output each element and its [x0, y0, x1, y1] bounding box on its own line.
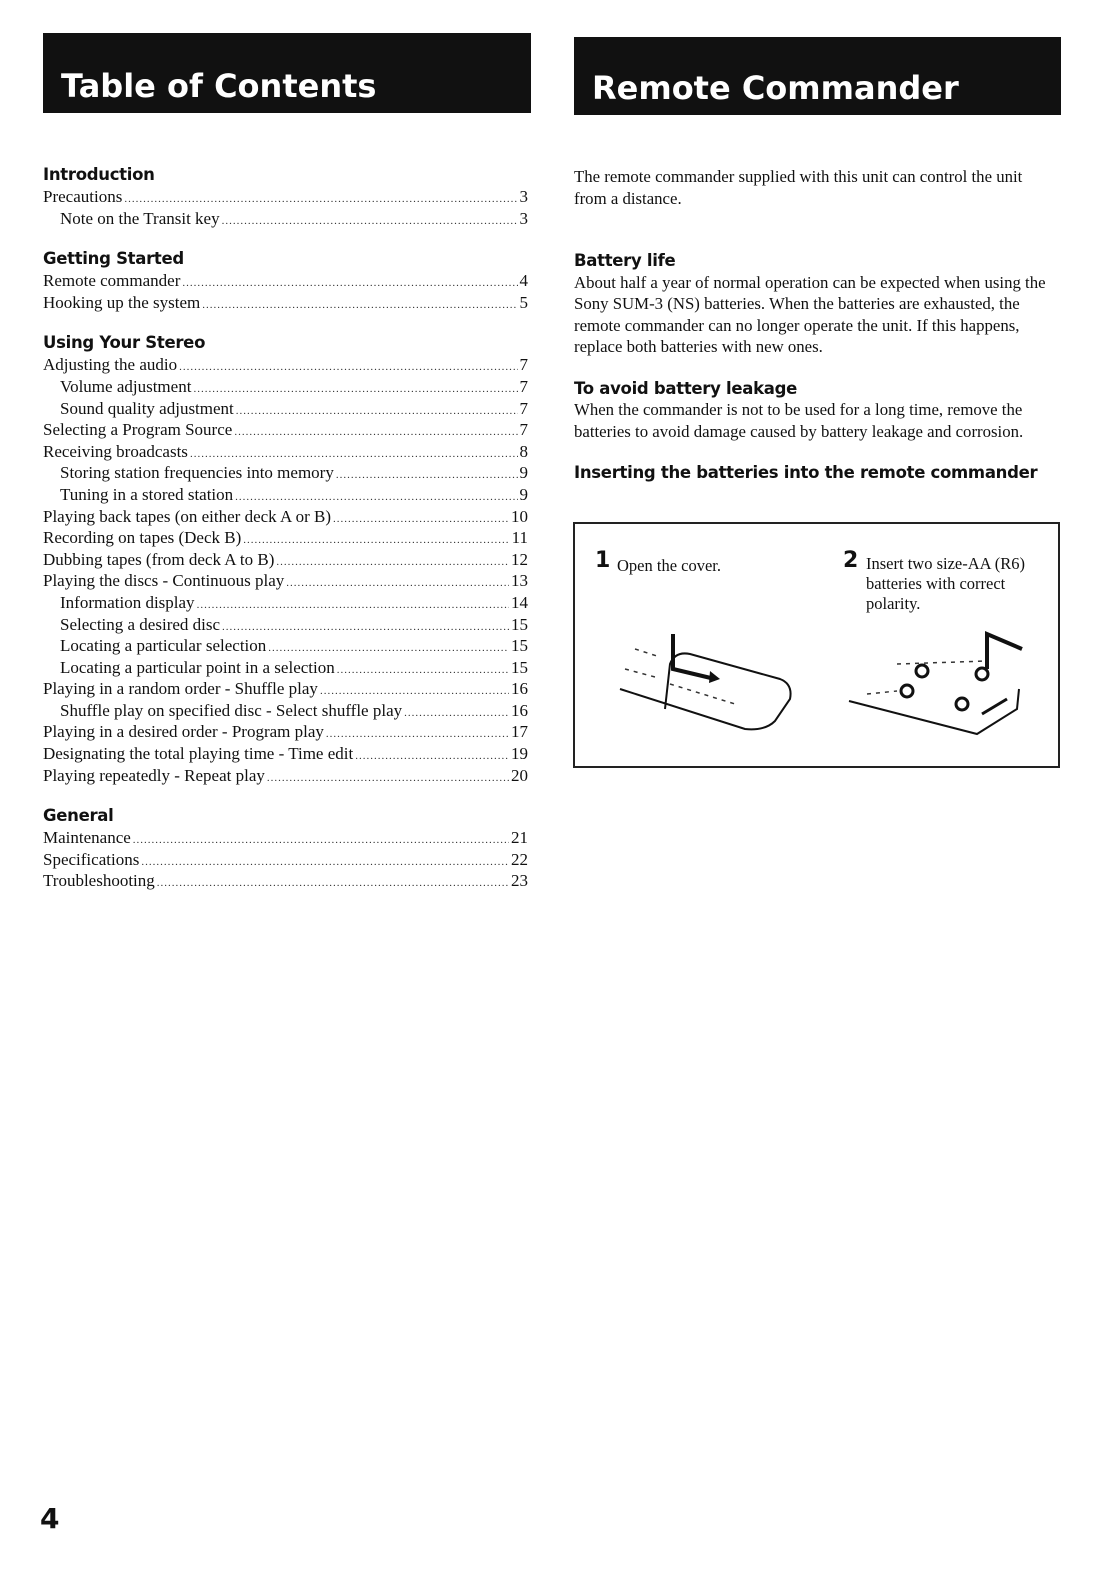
dot-leader [141, 852, 509, 874]
toc-entry-page: 9 [519, 463, 528, 483]
toc-entry-page: 5 [519, 292, 528, 312]
toc-entry-page: 7 [519, 355, 528, 375]
toc-entry-page: 14 [511, 592, 528, 612]
dot-leader [234, 422, 517, 444]
toc-entry-label: Troubleshooting [43, 871, 155, 891]
toc-entry-page: 17 [511, 722, 528, 742]
toc-entry[interactable] [43, 678, 528, 700]
toc-entry-label: Playing back tapes (on either deck A or B) [43, 506, 331, 526]
toc-entry[interactable] [43, 592, 528, 614]
toc-entry[interactable] [43, 462, 528, 484]
toc-entry-label: Receiving broadcasts [43, 441, 188, 461]
toc-section [43, 248, 528, 313]
leakage-text: When the commander is not to be used for a long time, remove the batteries to avoid damage caused by battery leakage and corrosion. [574, 400, 1024, 441]
dot-leader [326, 724, 509, 746]
dot-leader [267, 768, 509, 790]
toc-entry-page: 8 [519, 441, 528, 461]
toc-entry-label: Specifications [43, 849, 140, 869]
toc-entry-label: Designating the total playing time - Time edit [43, 744, 354, 764]
toc-entry[interactable] [43, 398, 528, 420]
toc-entry-page: 23 [511, 871, 528, 891]
toc-entry[interactable] [43, 208, 528, 230]
step-2-text: Insert two size-AA (R6) batteries with correct polarity. [866, 554, 1026, 613]
toc-entry-label: Tuning in a stored station [60, 484, 234, 504]
remote-title: Remote Commander [592, 69, 959, 107]
dot-leader [333, 509, 509, 531]
toc-entry-label: Hooking up the system [43, 292, 201, 312]
toc-entry[interactable] [43, 292, 528, 314]
toc-entry-label: Selecting a Program Source [43, 420, 233, 440]
toc-entry-page: 10 [511, 506, 528, 526]
toc-entry-page: 16 [511, 700, 528, 720]
insert-batteries-illustration [847, 629, 1047, 739]
toc-entry[interactable] [43, 827, 528, 849]
toc-entry[interactable] [43, 549, 528, 571]
toc-entry-label: Information display [60, 592, 195, 612]
toc-entry[interactable] [43, 614, 528, 636]
toc-entry[interactable] [43, 441, 528, 463]
toc-entry[interactable] [43, 700, 528, 722]
toc-entry[interactable] [43, 354, 528, 376]
toc-entry-label: Playing in a desired order - Program play [43, 722, 324, 742]
toc-entry-label: Playing repeatedly - Repeat play [43, 765, 265, 785]
battery-life-heading: Battery life [574, 251, 676, 270]
toc-entry-page: 13 [511, 571, 528, 591]
toc-entry-label: Dubbing tapes (from deck A to B) [43, 549, 275, 569]
dot-leader [193, 379, 517, 401]
toc-entry-label: Adjusting the audio [43, 355, 178, 375]
toc-entry[interactable] [43, 570, 528, 592]
toc-entry-label: Playing the discs - Continuous play [43, 571, 285, 591]
remote-commander-section [574, 166, 1058, 484]
battery-life-text: About half a year of normal operation can be expected when using the Sony SUM-3 (NS) batteries. When the batteries are exhausted, the remote commander can no longer operate the unit. If this happens, replace both batteries with new ones. [574, 272, 1046, 356]
toc-entry-label: Sound quality adjustment [60, 398, 234, 418]
table-of-contents [43, 164, 528, 911]
toc-entry[interactable] [43, 743, 528, 765]
dot-leader [276, 552, 509, 574]
toc-entry[interactable] [43, 186, 528, 208]
dot-leader [404, 703, 509, 725]
toc-entry[interactable] [43, 765, 528, 787]
toc-entry[interactable] [43, 657, 528, 679]
toc-entry-page: 9 [519, 484, 528, 504]
page-number: 4 [40, 1502, 60, 1535]
dot-leader [197, 595, 509, 617]
toc-section-heading: Using Your Stereo [43, 333, 206, 353]
dot-leader [337, 660, 509, 682]
toc-entry-label: Precautions [43, 187, 123, 206]
toc-entry-label: Locating a particular point in a selection [60, 657, 335, 677]
battery-instructions-figure [573, 522, 1060, 768]
toc-entry-label: Storing station frequencies into memory [60, 463, 334, 483]
toc-entry-page: 15 [511, 657, 528, 677]
step-1-number: 1 [595, 548, 611, 573]
toc-title-bar [43, 33, 531, 113]
toc-entry[interactable] [43, 721, 528, 743]
dot-leader [182, 273, 517, 295]
toc-section [43, 332, 528, 786]
toc-entry-label: Note on the Transit key [60, 208, 220, 228]
dot-leader [355, 746, 509, 768]
toc-entry-page: 16 [511, 679, 528, 699]
toc-title: Table of Contents [61, 67, 377, 105]
toc-entry-page: 19 [511, 744, 528, 764]
toc-entry[interactable] [43, 419, 528, 441]
dot-leader [179, 357, 517, 379]
toc-entry-page: 7 [519, 398, 528, 418]
toc-section-heading: Getting Started [43, 249, 184, 269]
dot-leader [243, 530, 509, 552]
toc-entry[interactable] [43, 635, 528, 657]
dot-leader [202, 295, 517, 317]
dot-leader [286, 573, 509, 595]
dot-leader [236, 401, 518, 423]
open-cover-illustration [615, 629, 805, 739]
toc-entry-page: 4 [519, 271, 528, 291]
toc-section-heading: Introduction [43, 165, 155, 184]
toc-entry-page: 3 [519, 187, 528, 206]
remote-title-bar [574, 37, 1061, 115]
toc-entry-label: Locating a particular selection [60, 636, 267, 656]
toc-entry-page: 7 [519, 376, 528, 396]
toc-entry-page: 22 [511, 849, 528, 869]
toc-entry-page: 21 [511, 828, 528, 848]
dot-leader [222, 211, 518, 233]
toc-entry-label: Playing in a random order - Shuffle play [43, 679, 318, 699]
dot-leader [157, 873, 509, 895]
toc-entry[interactable] [43, 376, 528, 398]
leakage-heading: To avoid battery leakage [574, 378, 798, 398]
step-2-number: 2 [843, 548, 859, 573]
toc-entry-page: 15 [511, 636, 528, 656]
toc-entry-label: Maintenance [43, 828, 131, 848]
toc-entry-label: Selecting a desired disc [60, 614, 221, 634]
toc-entry-label: Recording on tapes (Deck B) [43, 528, 242, 548]
toc-entry-page: 3 [519, 208, 528, 228]
toc-entry[interactable] [43, 849, 528, 871]
toc-entry[interactable] [43, 870, 528, 892]
toc-entry[interactable] [43, 506, 528, 528]
intro-text: The remote commander supplied with this unit can control the unit from a distance. [574, 167, 1023, 208]
inserting-heading: Inserting the batteries into the remote commander [574, 463, 1038, 482]
toc-section [43, 164, 528, 229]
toc-entry-page: 20 [511, 765, 528, 785]
toc-entry-label: Shuffle play on specified disc - Select shuffle play [60, 700, 403, 720]
step-1-text: Open the cover. [617, 556, 722, 575]
toc-entry-label: Volume adjustment [60, 376, 192, 396]
toc-entry[interactable] [43, 270, 528, 292]
toc-entry[interactable] [43, 527, 528, 549]
toc-entry-page: 12 [511, 549, 528, 569]
toc-section-heading: General [43, 806, 114, 826]
toc-entry-page: 11 [511, 528, 528, 548]
dot-leader [336, 465, 518, 487]
toc-entry-label: Remote commander [43, 271, 181, 291]
toc-entry[interactable] [43, 484, 528, 506]
dot-leader [133, 830, 509, 852]
toc-entry-page: 7 [519, 420, 528, 440]
toc-entry-page: 15 [511, 614, 528, 634]
toc-section [43, 805, 528, 892]
